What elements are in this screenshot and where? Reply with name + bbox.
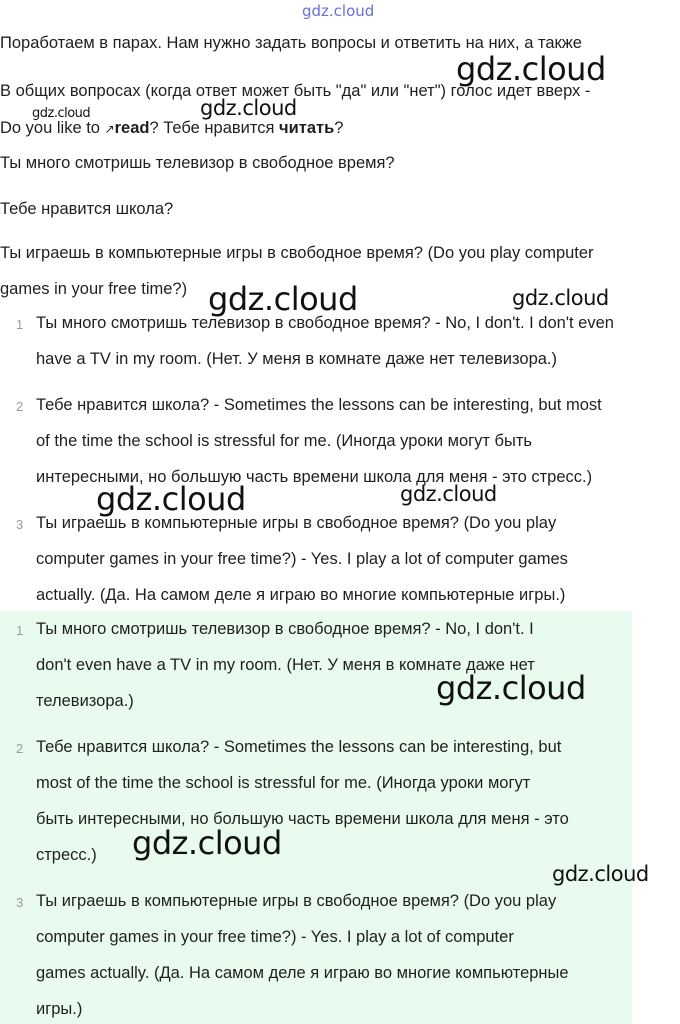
- list-item-text: Ты играешь в компьютерные игры в свободное время? (Do you play: [36, 892, 557, 910]
- question-3-line-1: Ты играешь в компьютерные игры в свободное время? (Do you play computer: [0, 244, 594, 262]
- list-item-text: стресс.): [36, 846, 97, 864]
- list-item-text: games actually. (Да. На самом деле я играю во многие компьютерные: [36, 964, 569, 982]
- watermark: gdz.cloud: [96, 480, 246, 518]
- question-1: Ты много смотришь телевизор в свободное время?: [0, 154, 395, 172]
- list-item-text: of the time the school is stressful for me. (Иногда уроки могут быть: [36, 432, 533, 450]
- intro-line-3-a: Do you like to: [0, 119, 105, 137]
- list-item-text: Ты много смотришь телевизор в свободное время? - No, I don't. I: [36, 620, 534, 638]
- list-item-text: most of the time the school is stressful for me. (Иногда уроки могут: [36, 774, 531, 792]
- list-item-text: интересными, но большую часть времени школа для меня - это стресс.): [36, 468, 593, 486]
- intro-line-3-e: ?: [334, 119, 344, 137]
- list-item-text: Тебе нравится школа? - Sometimes the lessons can be interesting, but most: [36, 396, 602, 414]
- watermark: gdz.cloud: [456, 50, 606, 88]
- intro-line-1: Поработаем в парах. Нам нужно задать вопросы и ответить на них, а также: [0, 34, 582, 52]
- list-item-text: Ты играешь в компьютерные игры в свободное время? (Do you play: [36, 514, 557, 532]
- question-3-line-2: games in your free time?): [0, 280, 188, 298]
- watermark: gdz.cloud: [32, 106, 91, 121]
- list-item-number: 3: [16, 517, 24, 532]
- list-item-text: computer games in your free time?) - Yes. I play a lot of computer games: [36, 550, 568, 568]
- list-item-number: 2: [16, 399, 24, 414]
- intro-line-3-c: ? Тебе нравится: [149, 119, 280, 137]
- watermark: gdz.cloud: [400, 482, 497, 506]
- watermark: gdz.cloud: [200, 96, 297, 120]
- intro-line-2: В общих вопросах (когда ответ может быть "да" или "нет") голос идет вверх -: [0, 82, 591, 100]
- watermark: gdz.cloud: [208, 280, 358, 318]
- watermark: gdz.cloud: [132, 824, 282, 862]
- top-watermark: gdz.cloud: [302, 2, 375, 20]
- list-item-text: computer games in your free time?) - Yes. I play a lot of computer: [36, 928, 514, 946]
- intro-line-3-chitat: читать: [279, 119, 335, 137]
- watermark: gdz.cloud: [552, 862, 649, 886]
- list-item-text: have a TV in my room. (Нет. У меня в комнате даже нет телевизора.): [36, 350, 558, 368]
- list-item-number: 2: [16, 741, 24, 756]
- list-item-text: Ты много смотришь телевизор в свободное время? - No, I don't. I don't even: [36, 314, 614, 332]
- question-2: Тебе нравится школа?: [0, 200, 174, 218]
- list-item-text: быть интересными, но большую часть времени школа для меня - это: [36, 810, 569, 828]
- watermark: gdz.cloud: [512, 286, 609, 310]
- list-item-number: 1: [16, 317, 24, 332]
- list-item-text: actually. (Да. На самом деле я играю во многие компьютерные игры.): [36, 586, 566, 604]
- watermark: gdz.cloud: [436, 669, 586, 707]
- list-item-text: don't even have a TV in my room. (Нет. У меня в комнате даже нет: [36, 656, 535, 674]
- rising-arrow-icon: ↗: [104, 122, 115, 136]
- intro-line-3-read: read: [114, 119, 150, 137]
- list-item-text: игры.): [36, 1000, 83, 1018]
- list-item-text: телевизора.): [36, 692, 134, 710]
- list-item-number: 1: [16, 623, 24, 638]
- list-item-text: Тебе нравится школа? - Sometimes the lessons can be interesting, but: [36, 738, 562, 756]
- intro-line-3: [0, 119, 343, 138]
- list-item-number: 3: [16, 895, 24, 910]
